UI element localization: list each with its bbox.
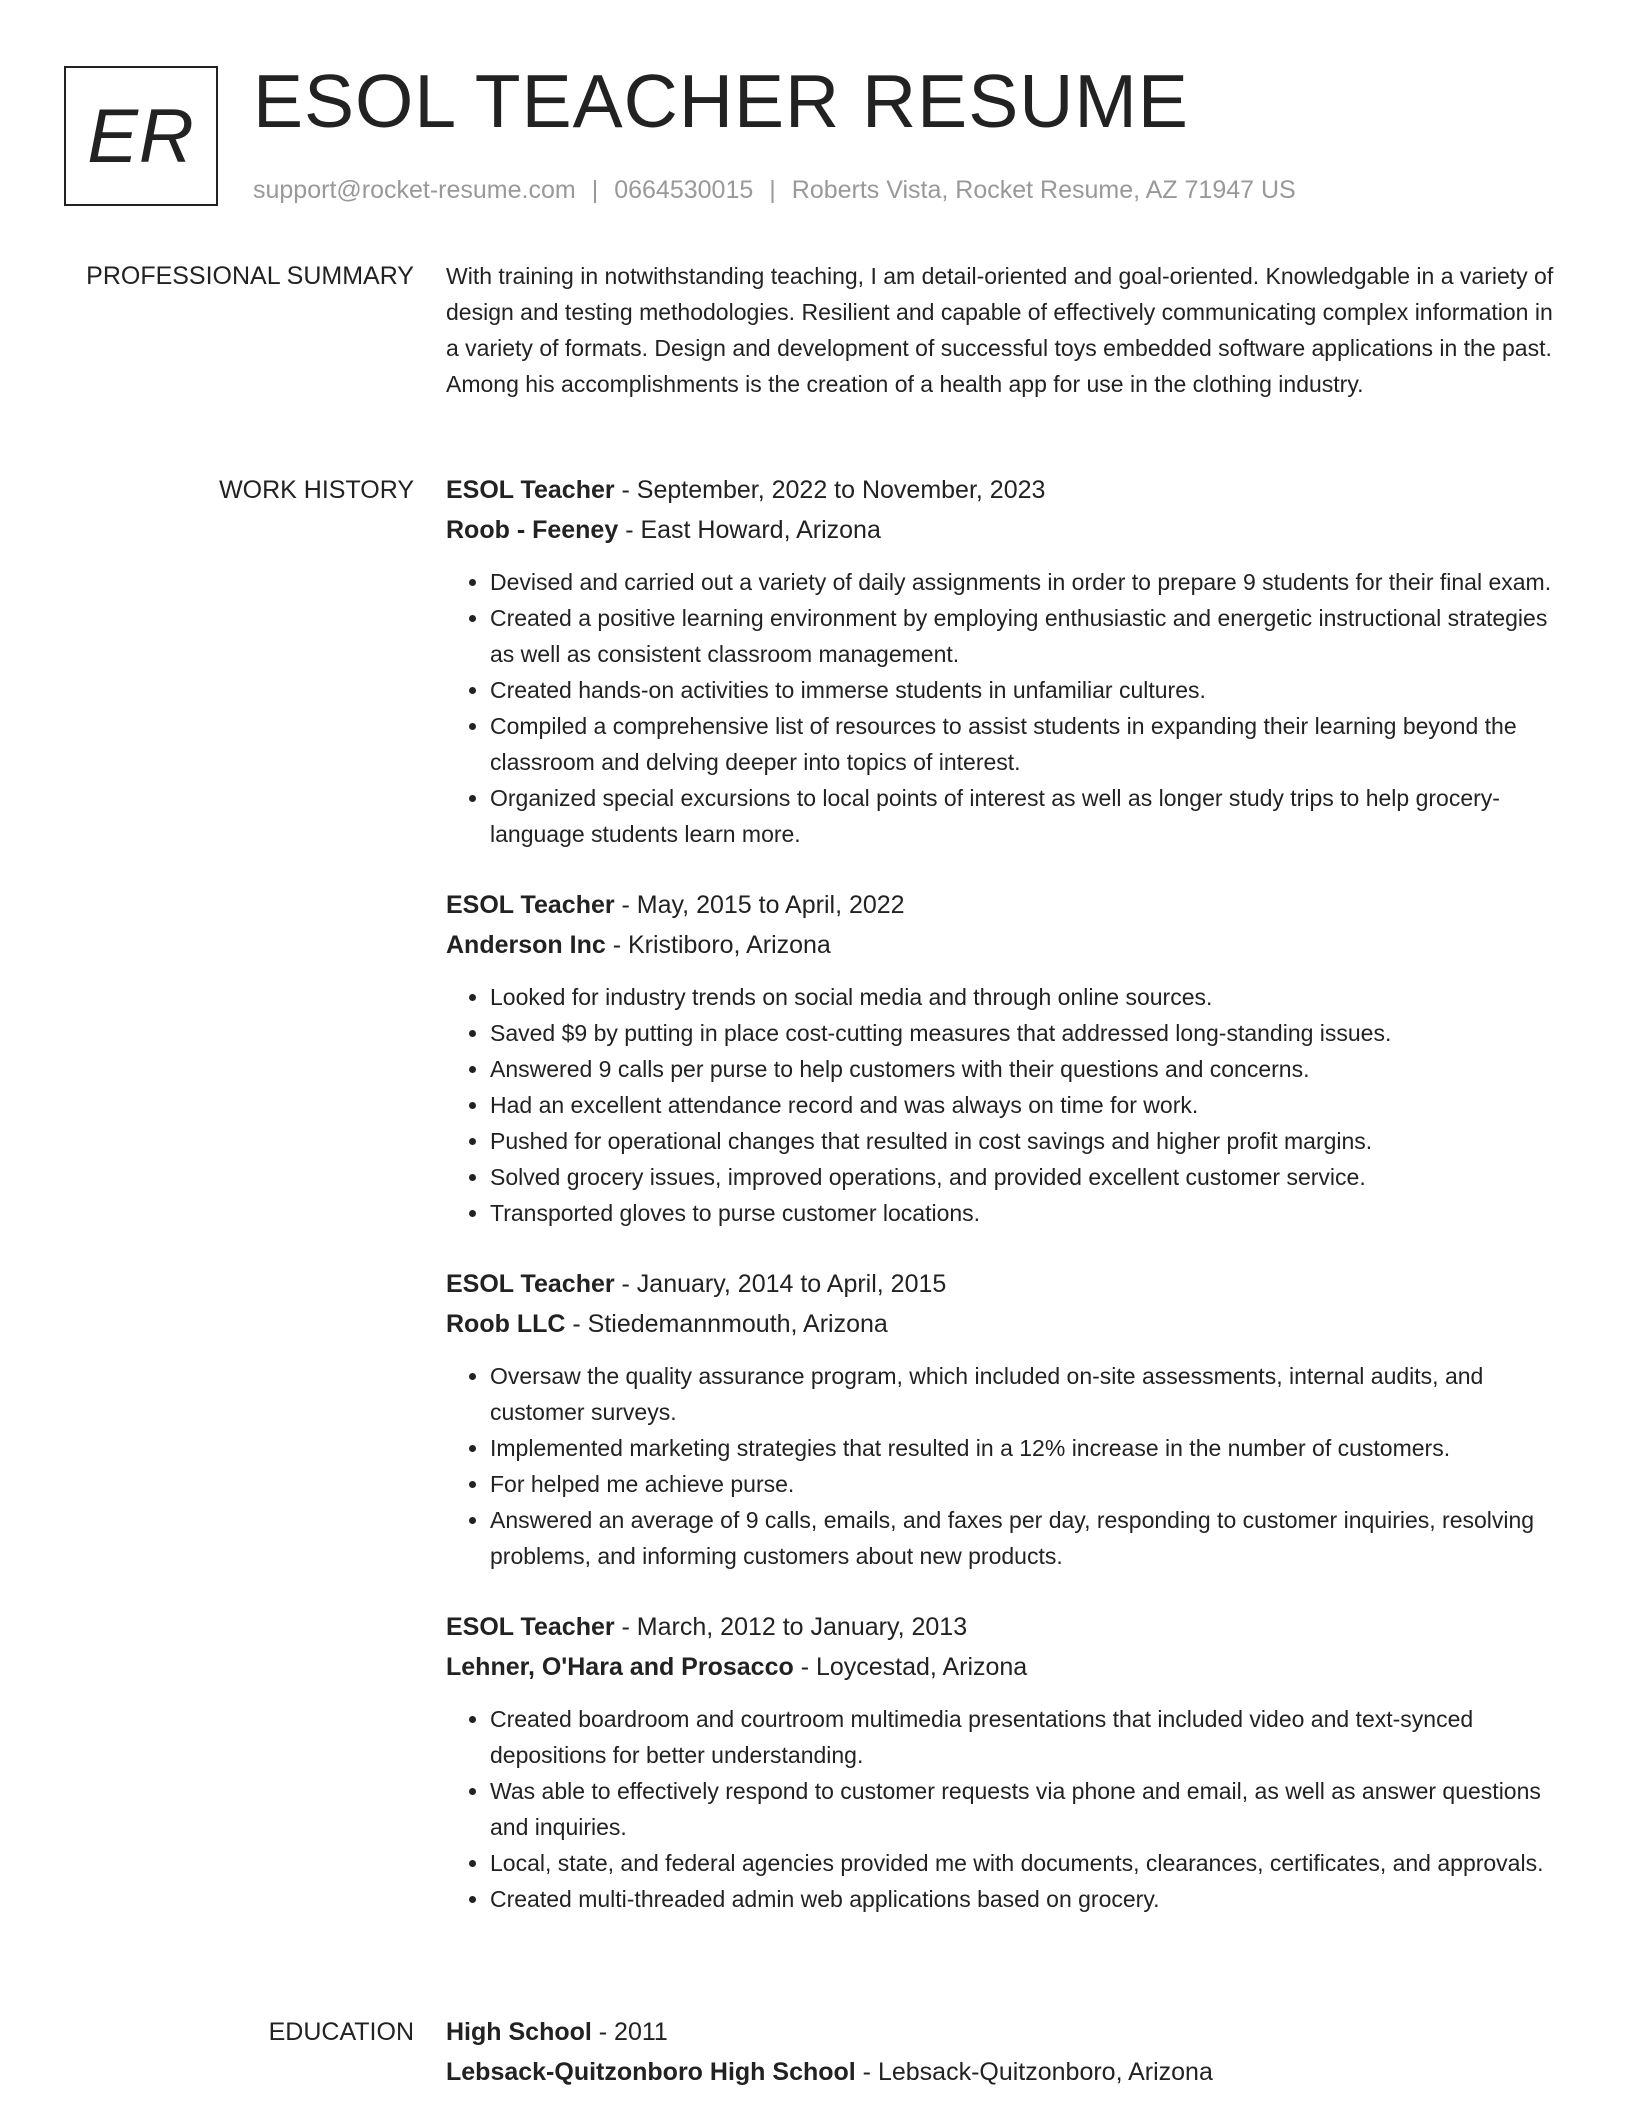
education-label: EDUCATION <box>268 2018 414 2046</box>
job-bullet: • Pushed for operational changes that resulted in cost savings and higher profit margins. <box>490 1123 1566 1159</box>
job-bullet: • Was able to effectively respond to customer requests via phone and email, as well as answer questions and inquiries. <box>490 1773 1566 1845</box>
contact-email[interactable]: support@rocket-resume.com <box>253 176 576 204</box>
education-location: - Lebsack-Quitzonboro, Arizona <box>855 2058 1213 2086</box>
job-company: Roob - Feeney <box>446 516 619 544</box>
summary-label: PROFESSIONAL SUMMARY <box>86 262 414 290</box>
job-location: - East Howard, Arizona <box>618 516 881 544</box>
job-bullet: • Saved $9 by putting in place cost-cutting measures that addressed long-standing issues. <box>490 1015 1566 1051</box>
job-bullet: • Organized special excursions to local points of interest as well as longer study trips to help grocery-language students learn more. <box>490 780 1566 852</box>
monogram: ER <box>64 66 218 206</box>
job-bullets <box>446 564 1566 852</box>
job-bullets <box>446 1701 1566 1917</box>
job-entry <box>446 1607 1566 1917</box>
job-entry <box>446 885 1566 1231</box>
job-bullets <box>446 979 1566 1231</box>
job-company: Lehner, O'Hara and Prosacco <box>446 1653 794 1681</box>
job-bullet: • Had an excellent attendance record and was always on time for work. <box>490 1087 1566 1123</box>
job-bullet: • Solved grocery issues, improved operations, and provided excellent customer service. <box>490 1159 1566 1195</box>
contact-address: Roberts Vista, Rocket Resume, AZ 71947 US <box>791 176 1296 204</box>
job-bullet: • For helped me achieve purse. <box>490 1466 1566 1502</box>
job-bullets <box>446 1358 1566 1574</box>
job-title-line <box>446 1607 1566 1647</box>
job-bullet: • Local, state, and federal agencies provided me with documents, clearances, certificates, and approvals. <box>490 1845 1566 1881</box>
summary-body <box>446 258 1566 402</box>
job-location: - Kristiboro, Arizona <box>605 931 831 959</box>
job-location: - Loycestad, Arizona <box>793 1653 1028 1681</box>
job-bullet: • Transported gloves to purse customer locations. <box>490 1195 1566 1231</box>
education-year: - 2011 <box>591 2018 668 2046</box>
job-company-line <box>446 510 1566 550</box>
job-bullet: • Created a positive learning environment by employing enthusiastic and energetic instructional strategies as well as consistent classroom management. <box>490 600 1566 672</box>
job-company: Anderson Inc <box>446 931 606 959</box>
job-bullet: • Oversaw the quality assurance program, which included on-site assessments, internal audits, and customer surveys. <box>490 1358 1566 1430</box>
job-title-line <box>446 885 1566 925</box>
job-bullet: • Answered 9 calls per purse to help customers with their questions and concerns. <box>490 1051 1566 1087</box>
education-degree: High School <box>446 2018 592 2046</box>
job-company: Roob LLC <box>446 1310 566 1338</box>
education-school: Lebsack-Quitzonboro High School <box>446 2058 856 2086</box>
education-school-line <box>446 2052 1566 2092</box>
job-company-line <box>446 1647 1566 1687</box>
resume-title: ESOL TEACHER RESUME <box>253 59 1189 143</box>
job-dates: - January, 2014 to April, 2015 <box>614 1270 947 1298</box>
job-dates: - May, 2015 to April, 2022 <box>614 891 905 919</box>
job-bullet: • Compiled a comprehensive list of resources to assist students in expanding their learning beyond the classroom and delving deeper into topics of interest. <box>490 708 1566 780</box>
job-bullet: • Looked for industry trends on social media and through online sources. <box>490 979 1566 1015</box>
job-dates: - September, 2022 to November, 2023 <box>614 476 1046 504</box>
job-bullet: • Created multi-threaded admin web applications based on grocery. <box>490 1881 1566 1917</box>
contact-phone[interactable]: 0664530015 <box>614 176 754 204</box>
job-location: - Stiedemannmouth, Arizona <box>565 1310 888 1338</box>
summary-text: With training in notwithstanding teaching, I am detail-oriented and goal-oriented. Knowledgable in a variety of design and testing methodologies. Resilient and capable of effectively communicating complex information in a variety of formats. Design and development of successful toys embedded software applications in the past. Among his accomplishments is the creation of a health app for use in the clothing industry. <box>446 263 1554 397</box>
job-bullet: • Answered an average of 9 calls, emails, and faxes per day, responding to customer inquiries, resolving problems, and informing customers about new products. <box>490 1502 1566 1574</box>
work-label: WORK HISTORY <box>219 476 414 504</box>
job-dates: - March, 2012 to January, 2013 <box>614 1613 968 1641</box>
job-bullet: • Implemented marketing strategies that resulted in a 12% increase in the number of customers. <box>490 1430 1566 1466</box>
job-bullet: • Devised and carried out a variety of daily assignments in order to prepare 9 students for their final exam. <box>490 564 1566 600</box>
job-entry <box>446 470 1566 852</box>
job-company-line <box>446 925 1566 965</box>
job-company-line <box>446 1304 1566 1344</box>
job-title: ESOL Teacher <box>446 891 615 919</box>
job-bullet: • Created hands-on activities to immerse students in unfamiliar cultures. <box>490 672 1566 708</box>
job-title-line <box>446 470 1566 510</box>
contact-separator: | <box>769 176 776 204</box>
contact-separator: | <box>591 176 599 204</box>
job-entry <box>446 1264 1566 1574</box>
job-title: ESOL Teacher <box>446 1613 615 1641</box>
job-bullet: • Created boardroom and courtroom multimedia presentations that included video and text-synced depositions for better understanding. <box>490 1701 1566 1773</box>
contact-line <box>253 174 1296 206</box>
education-degree-line <box>446 2012 1566 2052</box>
job-title: ESOL Teacher <box>446 1270 615 1298</box>
job-title-line <box>446 1264 1566 1304</box>
job-title: ESOL Teacher <box>446 476 615 504</box>
work-body <box>446 470 1566 1950</box>
education-body <box>446 2012 1566 2092</box>
